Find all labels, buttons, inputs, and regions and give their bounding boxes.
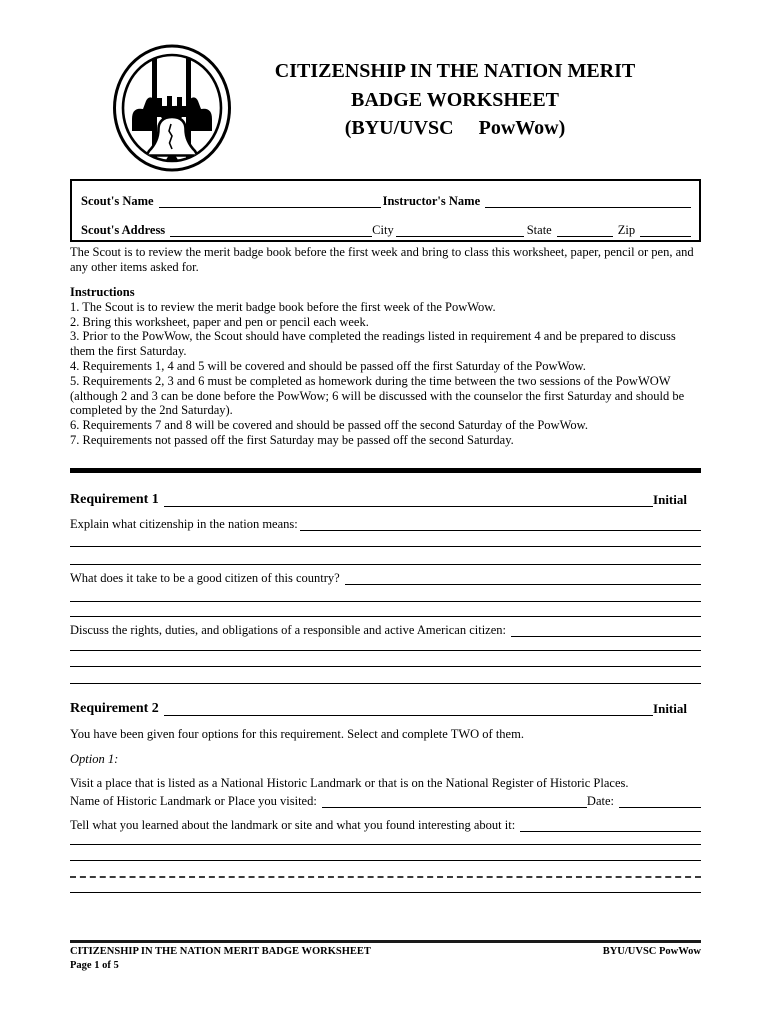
section-divider bbox=[70, 468, 701, 473]
page-title bbox=[238, 57, 672, 143]
instructions-section bbox=[70, 285, 703, 448]
landmark-tell-prompt: Tell what you learned about the landmark or site and what you found interesting about it: bbox=[70, 818, 516, 832]
answer-line bbox=[70, 683, 701, 684]
answer-line bbox=[70, 892, 701, 893]
requirement2-label: Requirement 2 bbox=[70, 701, 159, 716]
answer-line bbox=[70, 616, 701, 617]
requirement2-intro: You have been given four options for this requirement. Select and complete TWO of them. bbox=[70, 727, 524, 741]
answer-line-dashed bbox=[70, 876, 701, 878]
answer-line bbox=[70, 860, 701, 861]
info-box-row-2 bbox=[81, 218, 691, 238]
landmark-name-prompt: Name of Historic Landmark or Place you visited: bbox=[70, 794, 317, 808]
answer-line bbox=[70, 650, 701, 651]
scouts-name-label: Scout's Name bbox=[81, 194, 154, 208]
scouts-address-line bbox=[170, 223, 372, 237]
requirement2-initial-label: Initial bbox=[653, 701, 687, 716]
landmark-name-line bbox=[322, 794, 587, 808]
answer-line bbox=[70, 666, 701, 667]
instructors-name-line bbox=[485, 194, 691, 208]
zip-line bbox=[640, 223, 691, 237]
requirement2-header bbox=[70, 699, 701, 717]
scouts-name-line bbox=[159, 194, 381, 208]
req1-prompt2: What does it take to be a good citizen of this country? bbox=[70, 571, 340, 585]
requirement1-header bbox=[70, 490, 701, 508]
instruction-item-6: 6. Requirements 7 and 8 will be covered and should be passed off the second Saturday of the PowWow. bbox=[70, 418, 588, 433]
req1-prompt1: Explain what citizenship in the nation means: bbox=[70, 517, 298, 531]
instruction-item-4: 4. Requirements 1, 4 and 5 will be covered and should be passed off the first Saturday of the PowWow. bbox=[70, 358, 586, 373]
landmark-tell-line bbox=[520, 818, 701, 832]
req1-prompt3: Discuss the rights, duties, and obligations of a responsible and active American citizen: bbox=[70, 623, 507, 637]
scouts-address-label: Scout's Address bbox=[81, 223, 166, 237]
intro-note: The Scout is to review the merit badge book before the first week and bring to class this worksheet, paper, pencil or pen, and any other items asked for. bbox=[70, 245, 694, 274]
answer-line bbox=[70, 546, 701, 547]
option1-text: Visit a place that is listed as a National Historic Landmark or that is on the National Register of Historic Places. bbox=[70, 776, 629, 790]
instruction-item-1: 1. The Scout is to review the merit badge book before the first week of the PowWow. bbox=[70, 299, 496, 314]
req1-prompt2-row bbox=[70, 570, 701, 586]
req1-prompt1-line bbox=[300, 517, 701, 531]
date-label: Date: bbox=[586, 794, 614, 808]
answer-line bbox=[70, 564, 701, 565]
page-number: Page 1 of 5 bbox=[70, 960, 119, 971]
instruction-item-3: 3. Prior to the PowWow, the Scout should have completed the readings listed in requirement 4 and be prepared to discuss them the first Saturday. bbox=[70, 329, 676, 359]
answer-line bbox=[70, 844, 701, 845]
instructions-heading: Instructions bbox=[70, 285, 135, 299]
city-label: City bbox=[372, 223, 394, 237]
landmark-name-row bbox=[70, 793, 701, 809]
option1-label: Option 1: bbox=[70, 752, 119, 766]
scout-info-box bbox=[70, 179, 701, 242]
instruction-item-5: 5. Requirements 2, 3 and 6 must be completed as homework during the time between the two sessions of the PowWOW (although 2 and 3 can be done before the PowWow; 6 will be discussed with the counselor the first Saturday and should be completed by the 2nd Saturday). bbox=[70, 373, 685, 418]
instruction-item-7: 7. Requirements not passed off the first Saturday may be passed off the second Saturday. bbox=[70, 432, 514, 447]
title-line-2: BADGE WORKSHEET bbox=[350, 88, 560, 111]
state-line bbox=[557, 223, 613, 237]
footer-powwow: BYU/UVSC PowWow bbox=[602, 946, 701, 957]
city-line bbox=[396, 223, 524, 237]
liberty-bell-icon bbox=[111, 44, 233, 173]
state-label: State bbox=[526, 223, 552, 237]
info-box-row-1 bbox=[81, 189, 691, 209]
footer-rule bbox=[70, 940, 701, 943]
req1-prompt2-line bbox=[345, 571, 701, 585]
footer-title: CITIZENSHIP IN THE NATION MERIT BADGE WORKSHEET bbox=[70, 946, 371, 957]
req1-prompt1-row bbox=[70, 516, 701, 532]
instructors-name-label: Instructor's Name bbox=[382, 194, 481, 208]
requirement2-line bbox=[164, 702, 653, 716]
title-line-3: (BYU/UVSC PowWow) bbox=[344, 117, 566, 139]
zip-label: Zip bbox=[617, 223, 636, 237]
req1-prompt3-line bbox=[511, 623, 701, 637]
requirement1-label: Requirement 1 bbox=[70, 492, 159, 507]
req1-prompt3-row bbox=[70, 622, 701, 638]
answer-line bbox=[70, 601, 701, 602]
landmark-tell-row bbox=[70, 817, 701, 833]
requirement1-initial-label: Initial bbox=[653, 492, 687, 507]
instruction-item-2: 2. Bring this worksheet, paper and pen or pencil each week. bbox=[70, 314, 369, 329]
title-line-1: CITIZENSHIP IN THE NATION MERIT bbox=[274, 60, 636, 82]
date-line bbox=[619, 794, 701, 808]
requirement1-line bbox=[164, 493, 653, 507]
